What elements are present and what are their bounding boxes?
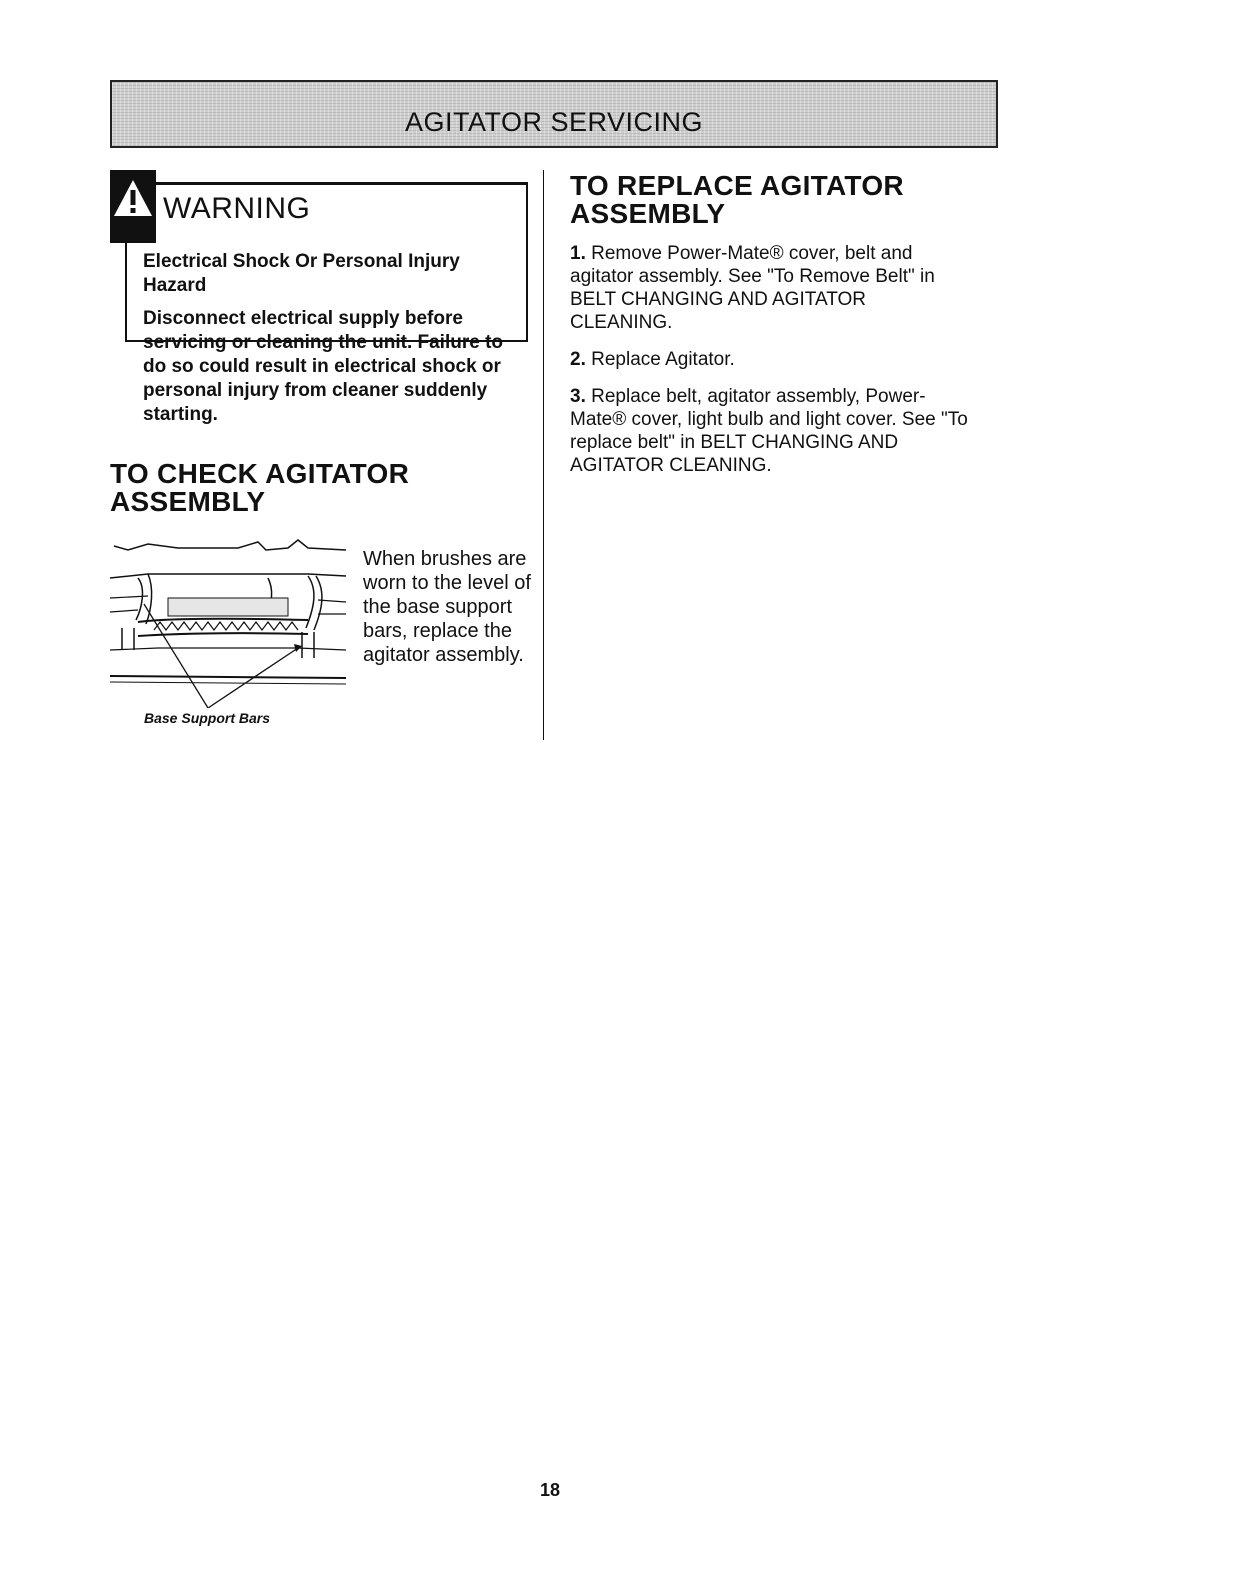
section-banner bbox=[110, 80, 998, 148]
column-divider bbox=[543, 170, 544, 740]
warning-title: WARNING bbox=[163, 192, 311, 225]
figure-caption: Base Support Bars bbox=[144, 710, 271, 726]
step-3 bbox=[570, 385, 970, 477]
step-number: 2. bbox=[570, 349, 586, 370]
warning-body: Disconnect electrical supply before servicing or cleaning the unit. Failure to do so could result in electrical shock or personal injury from cleaner suddenly starting. bbox=[143, 308, 504, 425]
step-1 bbox=[570, 242, 970, 334]
warning-triangle-icon bbox=[112, 178, 154, 218]
step-number: 1. bbox=[570, 243, 586, 264]
step-text: Replace belt, agitator assembly, Power-Mate® cover, light bulb and light cover. See "To replace belt" in BELT CHANGING AND AGITATOR CLEANING. bbox=[570, 386, 968, 476]
agitator-figure bbox=[108, 538, 353, 708]
banner-title: AGITATOR SERVICING bbox=[404, 106, 704, 137]
replace-steps bbox=[570, 242, 970, 491]
replace-agitator-heading: TO REPLACE AGITATOR ASSEMBLY bbox=[570, 170, 904, 229]
check-agitator-heading: TO CHECK AGITATOR ASSEMBLY bbox=[110, 458, 410, 517]
step-2 bbox=[570, 348, 970, 371]
step-text: Replace Agitator. bbox=[591, 349, 735, 370]
step-text: Remove Power-Mate® cover, belt and agitator assembly. See "To Remove Belt" in BELT CHANGING AND AGITATOR CLEANING. bbox=[570, 243, 935, 333]
warning-hazard: Electrical Shock Or Personal Injury Hazard bbox=[143, 251, 460, 296]
check-instructions: When brushes are worn to the level of the base support bars, replace the agitator assembly. bbox=[363, 548, 531, 666]
page-number: 18 bbox=[539, 1480, 561, 1500]
step-number: 3. bbox=[570, 386, 586, 407]
